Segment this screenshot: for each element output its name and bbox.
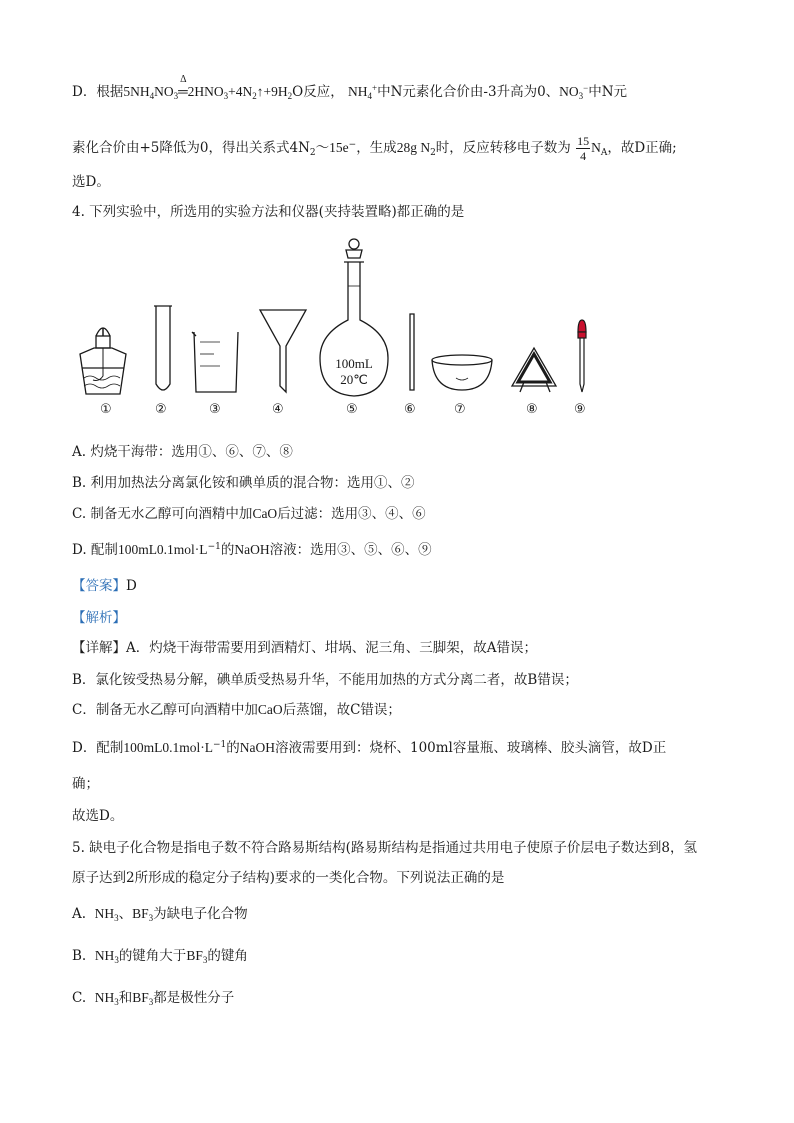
q4-analysis-tag: 【解析】: [72, 610, 126, 626]
evaporating-dish-icon: [432, 355, 492, 390]
funnel-icon: [260, 310, 306, 392]
q4-option-c: C. 制备无水乙醇可向酒精中加CaO后过滤：选用③、④、⑥: [72, 506, 426, 522]
q4-conclusion: 故选D。: [72, 808, 124, 824]
fraction-15-over-4: $\frac{15}{4}$: [577, 134, 590, 163]
prev-option-d-line1: D．根据$5NH_4NO_3$ Δ $═2HNO_3+4N_2↑+9H_2O$反应， $NH_4^+$中N元素化合价由-3升高为0、$NO_3^-$中N元: [72, 74, 628, 101]
q4-option-a: A. 灼烧干海带：选用①、⑥、⑦、⑧: [72, 444, 293, 460]
fig-label-7: ⑦: [454, 402, 466, 417]
q4-option-d: D. 配制$100mL0.1mol\cdot L^{-1}$的NaOH溶液：选用③、⑤、⑥、⑨: [72, 542, 432, 558]
fig-label-8: ⑧: [526, 402, 538, 417]
q4-detail-d-cont: 确；: [72, 776, 99, 792]
flask-volume-label: 100mL: [335, 356, 373, 371]
heat-equals-sign: Δ ═: [178, 74, 188, 99]
glass-rod-icon: [410, 314, 414, 390]
lab-apparatus-figure: [72, 236, 612, 406]
q5-stem-line1: 5. 缺电子化合物是指电子数不符合路易斯结构(路易斯结构是指通过共用电子使原子价层电子数达到8，氢: [72, 840, 698, 856]
fig-label-3: ③: [209, 402, 221, 417]
beaker-icon: [192, 332, 238, 392]
q5-stem-line2: 原子达到2所形成的稳定分子结构)要求的一类化合物。下列说法正确的是: [72, 870, 505, 886]
fig-label-4: ④: [272, 402, 284, 417]
clay-triangle-icon: [512, 348, 556, 392]
fig-label-6: ⑥: [404, 402, 416, 417]
q4-stem: 4. 下列实验中，所选用的实验方法和仪器(夹持装置略)都正确的是: [72, 204, 465, 220]
prev-option-d-line3: 选D。: [72, 174, 110, 190]
q4-detail-a: 【详解】A．灼烧干海带需要用到酒精灯、坩埚、泥三角、三脚架，故A错误；: [72, 640, 537, 656]
q5-option-b: B. $NH_3$的键角大于$BF_3$的键角: [72, 948, 248, 965]
q5-option-a: A. $NH_3$、$BF_3$为缺电子化合物: [72, 906, 248, 923]
q4-option-b: B. 利用加热法分离氯化铵和碘单质的混合物：选用①、②: [72, 475, 415, 491]
flask-temp-label: 20℃: [340, 372, 368, 387]
q5-option-c: C. $NH_3$和$BF_3$都是极性分子: [72, 990, 235, 1007]
dropper-icon: [578, 320, 586, 392]
test-tube-icon: [154, 306, 172, 390]
alcohol-lamp-icon: [80, 328, 126, 394]
fig-label-9: ⑨: [574, 402, 586, 417]
answer-tag: 【答案】: [72, 578, 126, 594]
fig-label-5: ⑤: [346, 402, 358, 417]
fig-label-2: ②: [155, 402, 167, 417]
q4-detail-d: D．配制$100mL0.1mol\cdot L^{-1}$的NaOH溶液需要用到：烧杯、100ml容量瓶、玻璃棒、胶头滴管，故D正: [72, 740, 667, 756]
q4-detail-b: B．氯化铵受热易分解，碘单质受热易升华，不能用加热的方式分离二者，故B错误；: [72, 672, 578, 688]
prev-option-d-line2: 素化合价由+5降低为0，得出关系式$4N_2\sim 15e^-$，生成28g $N_2$时，反应转移电子数为 $\frac{15}{4}$ $N_A$，故D正确;: [72, 134, 677, 163]
q4-detail-c: C．制备无水乙醇可向酒精中加CaO后蒸馏，故C错误；: [72, 702, 401, 718]
fig-label-1: ①: [100, 402, 112, 417]
q4-answer: 【答案】D: [72, 578, 137, 594]
